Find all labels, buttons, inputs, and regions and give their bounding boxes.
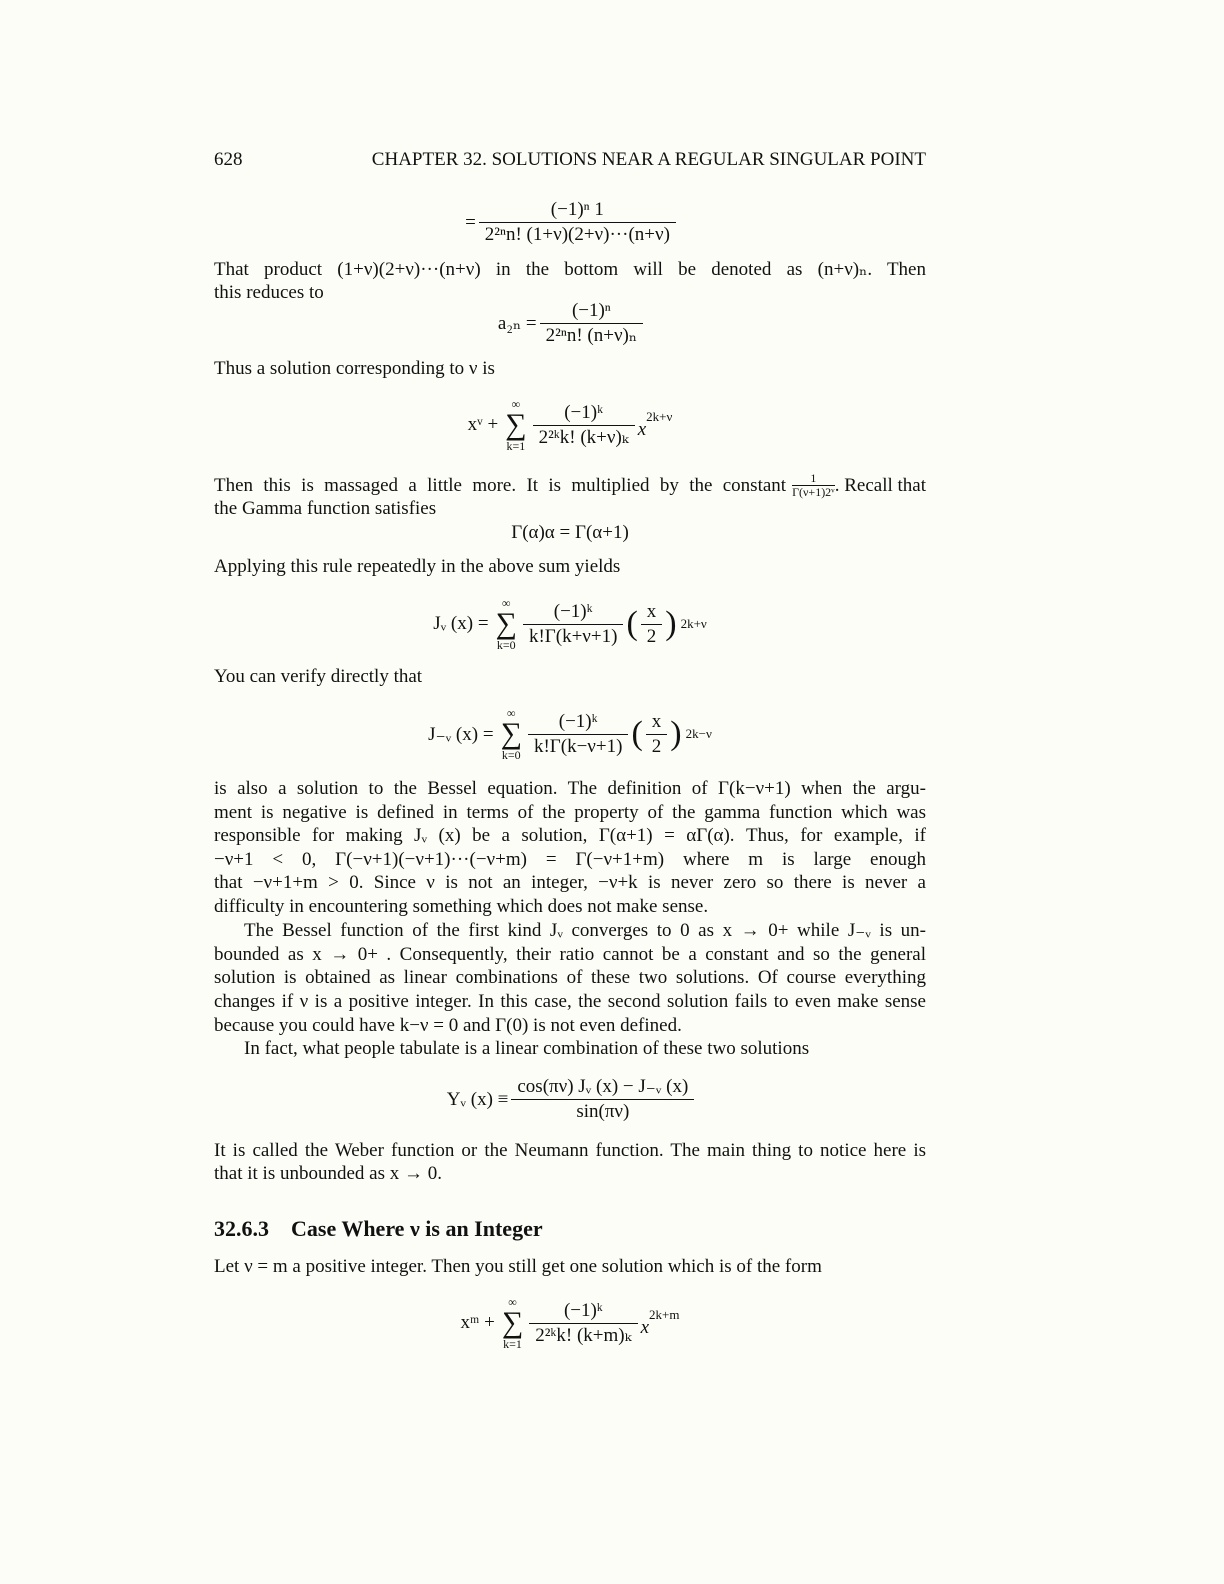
numerator: (−1)ⁿ 1 (479, 198, 676, 223)
numerator: (−1)ⁿ (540, 299, 643, 324)
fraction (531, 710, 626, 759)
paragraph-line: bounded as x → 0+ . Consequently, their ratio cannot be a constant and so the general (214, 944, 926, 965)
fraction (526, 600, 621, 649)
numerator: cos(πν) Jᵥ (x) − J₋ᵥ (x) (511, 1075, 694, 1100)
paragraph-line: this reduces to (214, 282, 324, 303)
paragraph-line: −ν+1 < 0, Γ(−ν+1)(−ν+1)···(−ν+m) = Γ(−ν+1+m) where m is large enough (214, 849, 926, 870)
section-number: 32.6.3 (214, 1216, 269, 1241)
denominator: Γ(ν+1)2ᵛ (792, 485, 835, 499)
numerator: (−1)ᵏ (528, 710, 629, 735)
paragraph-line: Applying this rule repeatedly in the above sum yields (214, 556, 621, 577)
sum-lower: k=0 (496, 638, 516, 652)
text: . Recall that (834, 474, 926, 496)
text: Then this is massaged a little more. It is multiplied by the constant (214, 474, 787, 496)
eq-lhs: a₂ₙ = (497, 313, 537, 334)
fraction (532, 1299, 634, 1348)
eq-tail: x (637, 419, 647, 440)
equation-4: Γ(α)α = Γ(α+1) (511, 522, 629, 543)
eq-tail: x (640, 1317, 649, 1338)
summation (496, 597, 517, 651)
exponent: 2k+m (649, 1307, 680, 1322)
fraction (536, 401, 632, 450)
paragraph-line: Let ν = m a positive integer. Then you still get one solution which is of the form (214, 1256, 822, 1277)
sigma-symbol: ∑ (500, 717, 522, 750)
fraction (649, 710, 665, 759)
eq-lead: xᵐ + (460, 1312, 495, 1333)
denominator: 2²ⁿn! (n+ν)ₙ (545, 325, 638, 346)
sum-upper: ∞ (501, 596, 511, 610)
sum-lower: k=0 (501, 748, 521, 762)
sum-upper: ∞ (511, 397, 521, 411)
summation (501, 707, 522, 761)
equation-2 (214, 299, 926, 348)
inline-fraction (792, 472, 835, 499)
running-header (214, 148, 926, 172)
numerator: x (641, 600, 663, 625)
equation-1 (214, 198, 926, 247)
eq-lhs: Jᵥ (x) = (433, 613, 489, 634)
paragraph-line: that it is unbounded as x → 0. (214, 1163, 442, 1184)
eq-lhs: = (465, 211, 476, 233)
equation-3 (214, 398, 926, 452)
equation-8 (214, 1296, 926, 1350)
denominator: sin(πν) (576, 1101, 630, 1122)
paragraph-line: changes if ν is a positive integer. In this case, the second solution fails to even make sense (214, 991, 926, 1012)
summation (502, 1296, 523, 1350)
paragraph-line: Thus a solution corresponding to ν is (214, 358, 495, 379)
paragraph-line: is also a solution to the Bessel equation. The definition of Γ(k−ν+1) when the argu- (214, 778, 926, 799)
denominator: 2 (651, 735, 662, 757)
paragraph-line: It is called the Weber function or the Neumann function. The main thing to notice here is (214, 1140, 926, 1161)
left-paren: ( (631, 715, 643, 752)
right-paren: ) (665, 605, 677, 642)
eq-lead: xᵛ + (467, 414, 499, 435)
sigma-symbol: ∑ (505, 408, 527, 441)
equation-7 (214, 1075, 926, 1124)
denominator: k!Γ(k−ν+1) (533, 735, 623, 757)
denominator: k!Γ(k+ν+1) (528, 625, 618, 647)
paragraph-line: solution is obtained as linear combinations of these two solutions. Of course everything (214, 967, 926, 988)
denominator: 2 (646, 625, 657, 647)
fraction (482, 198, 673, 247)
sum-lower: k=1 (503, 1337, 522, 1351)
sum-lower: k=1 (506, 439, 526, 453)
paragraph-line: ment is negative is defined in terms of the property of the gamma function which was (214, 802, 926, 823)
exponent: 2k−ν (685, 726, 712, 741)
denominator: 2²ⁿn! (1+ν)(2+ν)···(n+ν) (484, 224, 670, 245)
paragraph-line: because you could have k−ν = 0 and Γ(0) is not even defined. (214, 1015, 682, 1036)
right-paren: ) (670, 715, 682, 752)
eq-lhs: Yᵥ (x) ≡ (446, 1088, 509, 1110)
fraction (644, 600, 660, 649)
fraction (543, 299, 640, 348)
paragraph-line: the Gamma function satisfies (214, 498, 437, 519)
page-number: 628 (214, 149, 243, 170)
numerator: (−1)ᵏ (523, 600, 624, 625)
paragraph-line: In fact, what people tabulate is a linear combination of these two solutions (244, 1038, 810, 1059)
exponent: 2k+ν (646, 409, 673, 424)
sum-upper: ∞ (506, 706, 516, 720)
section-heading (214, 1216, 926, 1242)
left-paren: ( (626, 605, 638, 642)
paragraph-line: That product (1+ν)(2+ν)···(n+ν) in the bottom will be denoted as (n+ν)ₙ. Then (214, 259, 926, 280)
equation-5 (214, 597, 926, 651)
paragraph-line: The Bessel function of the first kind Jᵥ converges to 0 as x → 0+ while J₋ᵥ is un- (244, 920, 926, 941)
summation (505, 398, 526, 452)
denominator: 2²ᵏk! (k+ν)ₖ (538, 426, 629, 448)
paragraph-line: that −ν+1+m > 0. Since ν is not an integer, −ν+k is never zero so there is never a (214, 872, 926, 893)
numerator: (−1)ᵏ (533, 401, 635, 426)
paragraph-line: responsible for making Jᵥ (x) be a solution, Γ(α+1) = αΓ(α). Thus, for example, if (214, 825, 926, 846)
exponent: 2k+ν (680, 616, 707, 631)
section-title: Case Where ν is an Integer (291, 1216, 543, 1241)
paragraph-line: difficulty in encountering something which does not make sense. (214, 896, 709, 917)
eq-lhs: J₋ᵥ (x) = (428, 723, 494, 745)
chapter-title: CHAPTER 32. SOLUTIONS NEAR A REGULAR SINGULAR POINT (371, 149, 926, 170)
sigma-symbol: ∑ (501, 1306, 524, 1339)
sigma-symbol: ∑ (495, 607, 517, 640)
fraction (514, 1075, 691, 1124)
denominator: 2²ᵏk! (k+m)ₖ (535, 1324, 632, 1346)
numerator: x (646, 710, 668, 735)
paragraph-line (214, 472, 926, 499)
numerator: (−1)ᵏ (529, 1299, 637, 1324)
numerator: 1 (792, 472, 835, 486)
equation-6 (214, 707, 926, 761)
paragraph-line: You can verify directly that (214, 666, 423, 687)
sum-upper: ∞ (508, 1295, 517, 1309)
